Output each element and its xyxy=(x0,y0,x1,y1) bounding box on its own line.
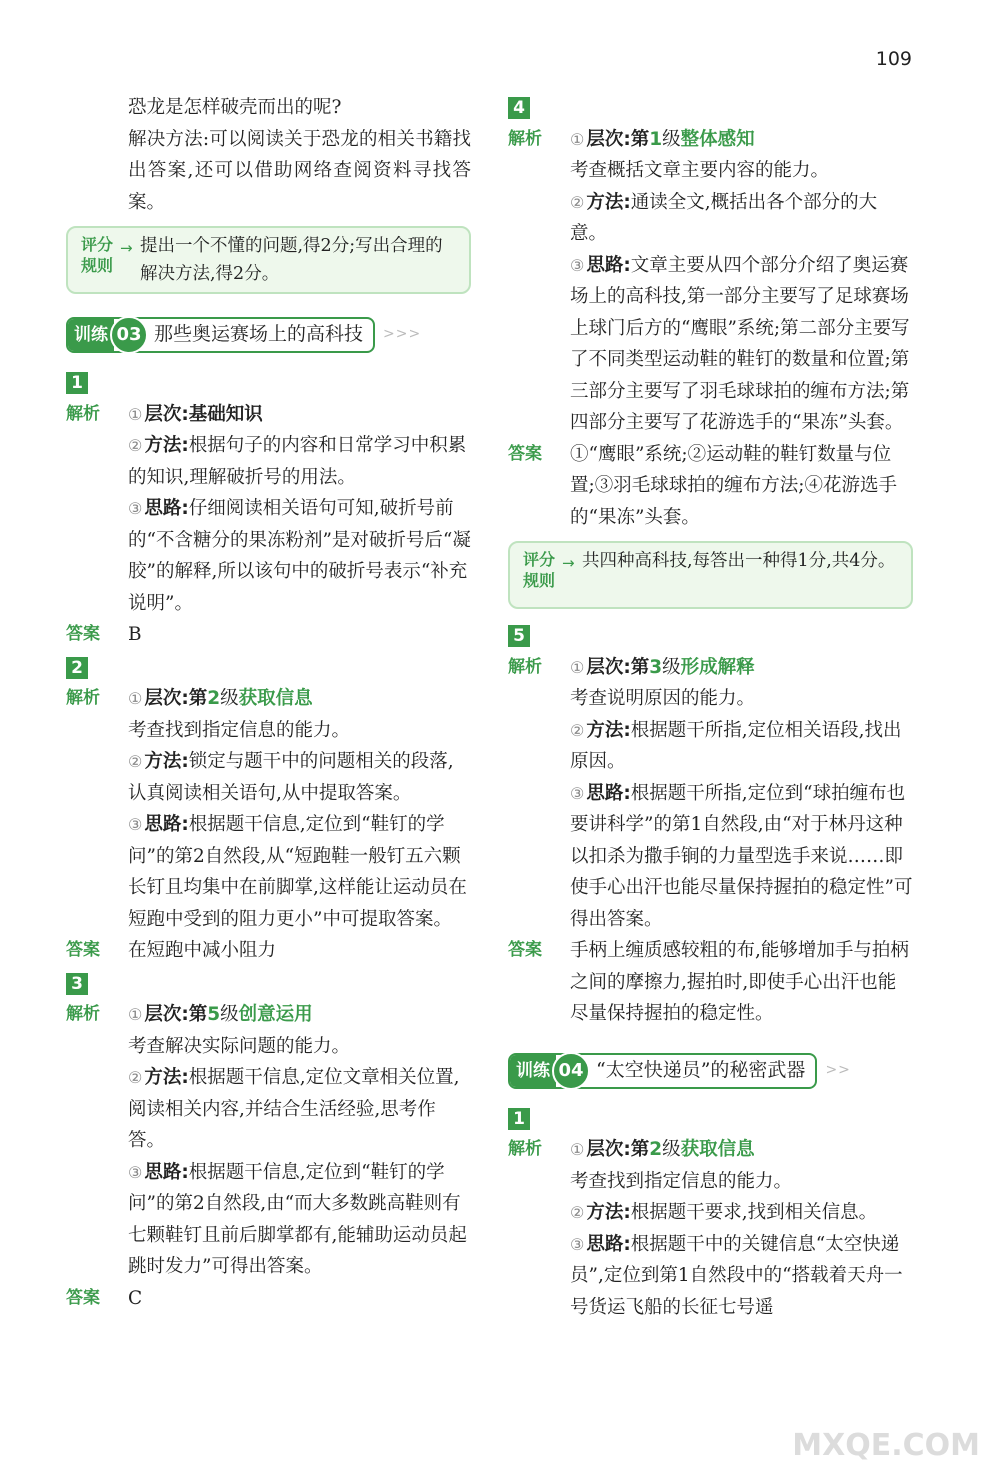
right-column xyxy=(508,92,913,1323)
item-text: 根据题干要求,找到相关信息。 xyxy=(630,1202,878,1223)
answer-text: C xyxy=(128,1287,143,1309)
circle-num: ② xyxy=(570,1203,585,1222)
chevrons-icon: >> xyxy=(825,1061,851,1078)
item-text: 根据题干信息,定位到“鞋钉的学问”的第2自然段,从“短跑鞋一般钉五六颗长钉且均集中在前脚掌,这样能让运动员在短跑中受到的阻力更小”中可提取答案。 xyxy=(128,814,467,930)
question-number: 1 xyxy=(66,372,88,394)
level-number: 2 xyxy=(207,688,221,709)
level-desc: 考查说明原因的能力。 xyxy=(570,688,756,709)
training-title: “太空快递员”的秘密武器 xyxy=(596,1058,806,1081)
item-text: 根据题干信息,定位到“鞋钉的学问”的第2自然段,由“而大多数跳高鞋则有七颗鞋钉且前后脚掌都有,能辅助运动员起跳时发力”可得出答案。 xyxy=(128,1161,467,1277)
circle-num: ① xyxy=(570,129,585,149)
circle-num: ① xyxy=(570,1140,585,1159)
item-text: 根据题干所指,定位到“球拍缠布也要讲科学”的第1自然段,由“对于林丹这种以扣杀为撒手锏的力量型选手来说……即使手心出汗也能尽量保持握拍的稳定性”可得出答案。 xyxy=(570,782,913,930)
analysis-label: 解析 xyxy=(66,403,100,424)
circle-num: ③ xyxy=(128,1162,143,1182)
page-number: 109 xyxy=(875,48,912,70)
circle-num: ① xyxy=(128,1005,143,1024)
score-rule-tag: 评分规则 xyxy=(80,235,113,275)
training-header xyxy=(508,1052,913,1090)
item-text: 根据题干所指,定位相关语段,找出原因。 xyxy=(570,719,902,772)
keyword: 层次:第 xyxy=(586,656,650,678)
answer-label: 答案 xyxy=(66,940,100,960)
circle-num: ③ xyxy=(570,255,585,275)
circle-num: ③ xyxy=(570,1234,585,1254)
level-mid: 级 xyxy=(662,128,681,150)
keyword: 思路: xyxy=(586,782,631,804)
keyword: 思路: xyxy=(586,1233,631,1255)
answer-text: 在短跑中减小阻力 xyxy=(128,940,277,961)
answer-text: ①“鹰眼”系统;②运动鞋的鞋钉数量与位置;③羽毛球球拍的缠布方法;④花游选手的“果冻”头套。 xyxy=(570,443,897,528)
training-label: 训练 xyxy=(68,319,114,351)
circle-num: ① xyxy=(570,657,585,677)
score-rule-text: 共四种高科技,每答出一种得1分,共4分。 xyxy=(582,551,896,571)
level-number: 1 xyxy=(649,128,663,150)
keyword: 层次:第 xyxy=(144,1004,208,1025)
answer-text: 手柄上缠质感较粗的布,能够增加手与拍柄之间的摩擦力,握拍时,即使手心出汗也能尽量保持握拍的稳定性。 xyxy=(570,940,909,1024)
item-text: 根据句子的内容和日常学习中积累的知识,理解破折号的用法。 xyxy=(128,435,467,488)
analysis-label: 解析 xyxy=(66,688,100,708)
answer-label: 答案 xyxy=(508,940,542,960)
keyword: 层次:第 xyxy=(586,128,650,150)
score-rule xyxy=(508,541,913,609)
level-number: 3 xyxy=(649,656,663,678)
level-mid: 级 xyxy=(662,1139,681,1160)
answer-text: B xyxy=(128,624,142,645)
keyword: 方法: xyxy=(586,719,631,741)
answer-label: 答案 xyxy=(508,443,542,464)
circle-num: ② xyxy=(128,1068,143,1087)
question-number: 5 xyxy=(508,625,530,647)
level-desc: 考查概括文章主要内容的能力。 xyxy=(570,160,830,181)
keyword: 思路: xyxy=(144,814,189,835)
score-rule-tag: 评分规则 xyxy=(522,550,555,590)
analysis-label: 解析 xyxy=(66,1004,100,1024)
level-name: 形成解释 xyxy=(680,656,755,678)
question-number: 3 xyxy=(66,973,88,995)
circle-num: ① xyxy=(128,689,143,708)
analysis-label: 解析 xyxy=(508,1139,542,1159)
score-rule xyxy=(66,226,471,294)
analysis-label: 解析 xyxy=(508,128,542,149)
keyword: 方法: xyxy=(586,191,631,213)
circle-num: ② xyxy=(128,752,143,771)
training-number: 03 xyxy=(110,316,148,354)
arrow-icon: → xyxy=(120,239,133,257)
level-number: 2 xyxy=(649,1139,663,1160)
item-text: 文章主要从四个部分介绍了奥运赛场上的高科技,第一部分主要写了足球赛场上球门后方的“鹰眼”系统;第二部分主要写了不同类型运动鞋的鞋钉的数量和位置;第三部分主要写了羽毛球球拍的缠布方法;第四部分主要写了花游选手的“果冻”头套。 xyxy=(570,254,910,433)
item-text: 仔细阅读相关语句可知,破折号前的“不含糖分的果冻粉剂”是对破折号后“凝胶”的解释,所以该句中的破折号表示“补充说明”。 xyxy=(128,498,471,614)
circle-num: ③ xyxy=(570,783,585,803)
level-desc: 考查解决实际问题的能力。 xyxy=(128,1035,351,1057)
item-text: 通读全文,概括出各个部分的大意。 xyxy=(570,191,878,244)
level-number: 5 xyxy=(207,1004,221,1025)
keyword: 层次:第 xyxy=(586,1139,650,1160)
level-desc: 考查找到指定信息的能力。 xyxy=(128,719,351,741)
intro-line: 恐龙是怎样破壳而出的呢? xyxy=(128,97,342,118)
level-name: 获取信息 xyxy=(680,1139,755,1160)
circle-num: ② xyxy=(570,720,585,740)
keyword: 思路: xyxy=(586,254,631,276)
keyword: 方法: xyxy=(144,1067,189,1088)
level-mid: 级 xyxy=(220,688,239,709)
keyword: 层次: xyxy=(144,403,189,425)
keyword: 思路: xyxy=(144,498,189,519)
answer-label: 答案 xyxy=(66,1287,100,1308)
left-column xyxy=(66,92,471,1314)
chevrons-icon: >>> xyxy=(383,326,422,343)
circle-num: ② xyxy=(570,192,585,212)
level-text: 基础知识 xyxy=(188,403,263,425)
item-text: 锁定与题干中的问题相关的段落,认真阅读相关语句,从中提取答案。 xyxy=(128,751,454,804)
circle-num: ② xyxy=(128,436,143,455)
level-desc: 考查找到指定信息的能力。 xyxy=(570,1170,793,1192)
training-title: 那些奥运赛场上的高科技 xyxy=(154,323,364,346)
circle-num: ① xyxy=(128,404,143,424)
training-label: 训练 xyxy=(510,1055,556,1087)
item-text: 根据题干信息,定位文章相关位置,阅读相关内容,并结合生活经验,思考作答。 xyxy=(128,1067,460,1151)
answer-label: 答案 xyxy=(66,624,100,644)
arrow-icon: → xyxy=(562,554,575,572)
item-text: 根据题干中的关键信息“太空快递员”,定位到第1自然段中的“搭载着天舟一号货运飞船的长征七号遥 xyxy=(570,1233,903,1318)
intro-line: 解决方法:可以阅读关于恐龙的相关书籍找出答案,还可以借助网络查阅资料寻找答案。 xyxy=(128,128,471,213)
question-number: 4 xyxy=(508,97,530,119)
keyword: 方法: xyxy=(144,435,189,456)
level-mid: 级 xyxy=(220,1004,239,1025)
training-number: 04 xyxy=(552,1052,590,1090)
keyword: 思路: xyxy=(144,1161,189,1183)
level-name: 整体感知 xyxy=(680,128,755,150)
training-header xyxy=(66,316,471,354)
question-number: 1 xyxy=(508,1108,530,1130)
circle-num: ③ xyxy=(128,499,143,518)
keyword: 层次:第 xyxy=(144,688,208,709)
level-mid: 级 xyxy=(662,656,681,678)
watermark: MXQE.COM xyxy=(792,1428,980,1463)
score-rule-text: 提出一个不懂的问题,得2分;写出合理的解决方法,得2分。 xyxy=(140,236,443,284)
analysis-label: 解析 xyxy=(508,656,542,677)
level-name: 创意运用 xyxy=(238,1004,313,1025)
question-number: 2 xyxy=(66,657,88,679)
keyword: 方法: xyxy=(144,751,189,772)
level-name: 获取信息 xyxy=(238,688,313,709)
keyword: 方法: xyxy=(586,1202,631,1223)
circle-num: ③ xyxy=(128,815,143,834)
